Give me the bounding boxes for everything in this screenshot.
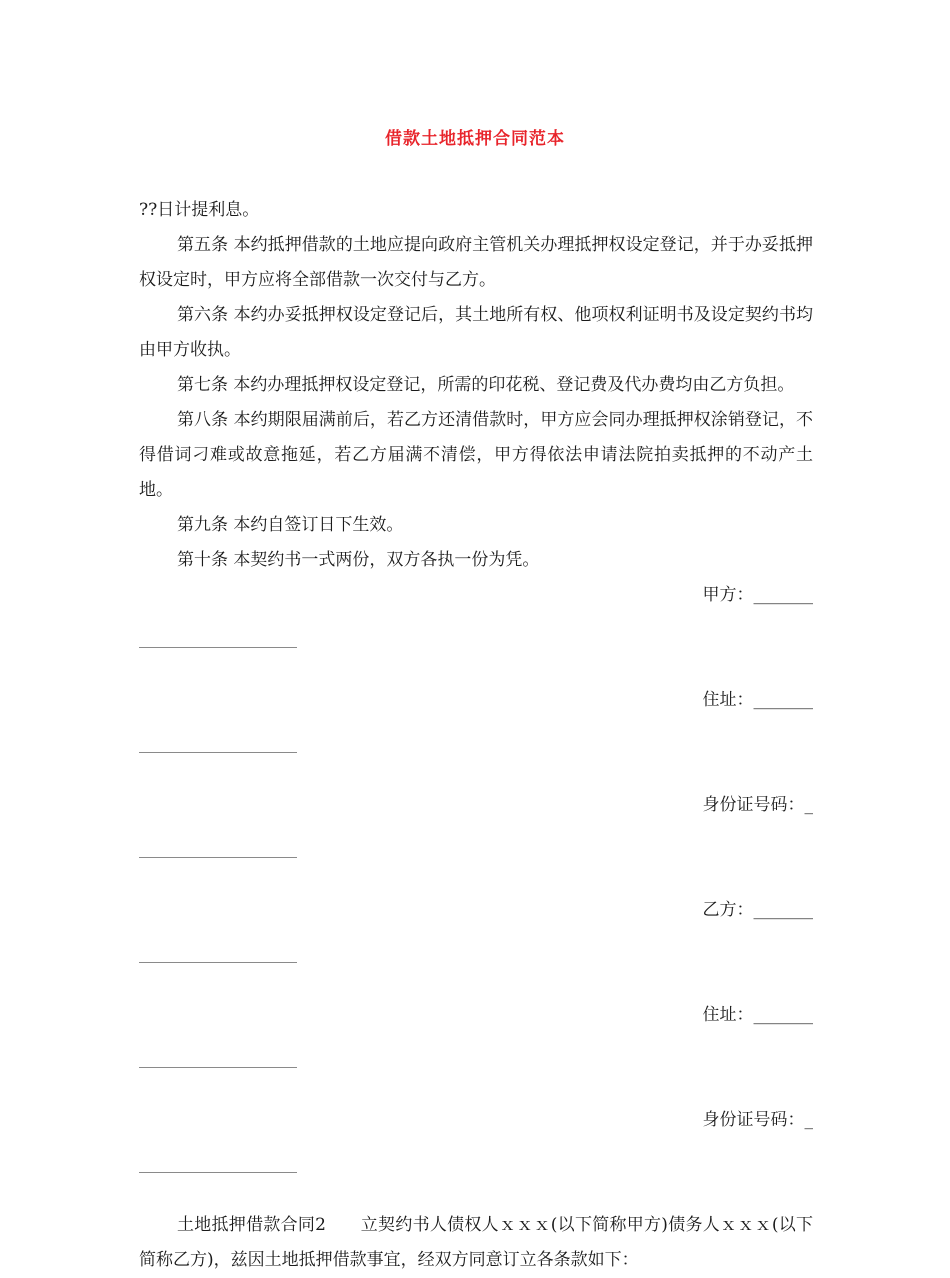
article-6: 第六条 本约办妥抵押权设定登记后，其土地所有权、他项权利证明书及设定契约书均由甲方收执。 (139, 305, 813, 360)
party-b-id-line (139, 1172, 297, 1173)
article-9: 第九条 本约自签订日下生效。 (177, 515, 404, 535)
article-8: 第八条 本约期限届满前后，若乙方还清借款时，甲方应会同办理抵押权涂销登记，不得借词刁难或故意拖延，若乙方届满不清偿，甲方得依法申请法院拍卖抵押的不动产土地。 (139, 410, 813, 500)
party-a-id-line (139, 857, 297, 858)
article-10: 第十条 本契约书一式两份，双方各执一份为凭。 (177, 550, 540, 570)
contract-2-intro: 土地抵押借款合同2 立契约书人债权人ｘｘｘ(以下简称甲方)债务人ｘｘｘ(以下简称乙方)，兹因土地抵押借款事宜，经双方同意订立各条款如下： (139, 1215, 813, 1270)
party-b-line (139, 962, 297, 963)
party-a-address-field: 住址：_______ (702, 690, 813, 710)
paragraph-interest: ??日计提利息。 (139, 200, 260, 220)
party-b-address-field: 住址：_______ (702, 1005, 813, 1025)
article-7: 第七条 本约办理抵押权设定登记，所需的印花税、登记费及代办费均由乙方负担。 (177, 375, 795, 395)
party-b-address-line (139, 1067, 297, 1068)
party-b-field: 乙方：_______ (702, 900, 813, 920)
party-a-id-field: 身份证号码：_ (702, 795, 813, 815)
signature-block (139, 578, 813, 1173)
document-body (139, 193, 813, 1278)
document-title: 借款土地抵押合同范本 (385, 129, 565, 149)
party-a-address-line (139, 752, 297, 753)
party-a-field: 甲方：_______ (702, 585, 813, 605)
party-b-id-field: 身份证号码：_ (702, 1110, 813, 1130)
article-5: 第五条 本约抵押借款的土地应提向政府主管机关办理抵押权设定登记，并于办妥抵押权设定时，甲方应将全部借款一次交付与乙方。 (139, 235, 813, 290)
party-a-line (139, 647, 297, 648)
